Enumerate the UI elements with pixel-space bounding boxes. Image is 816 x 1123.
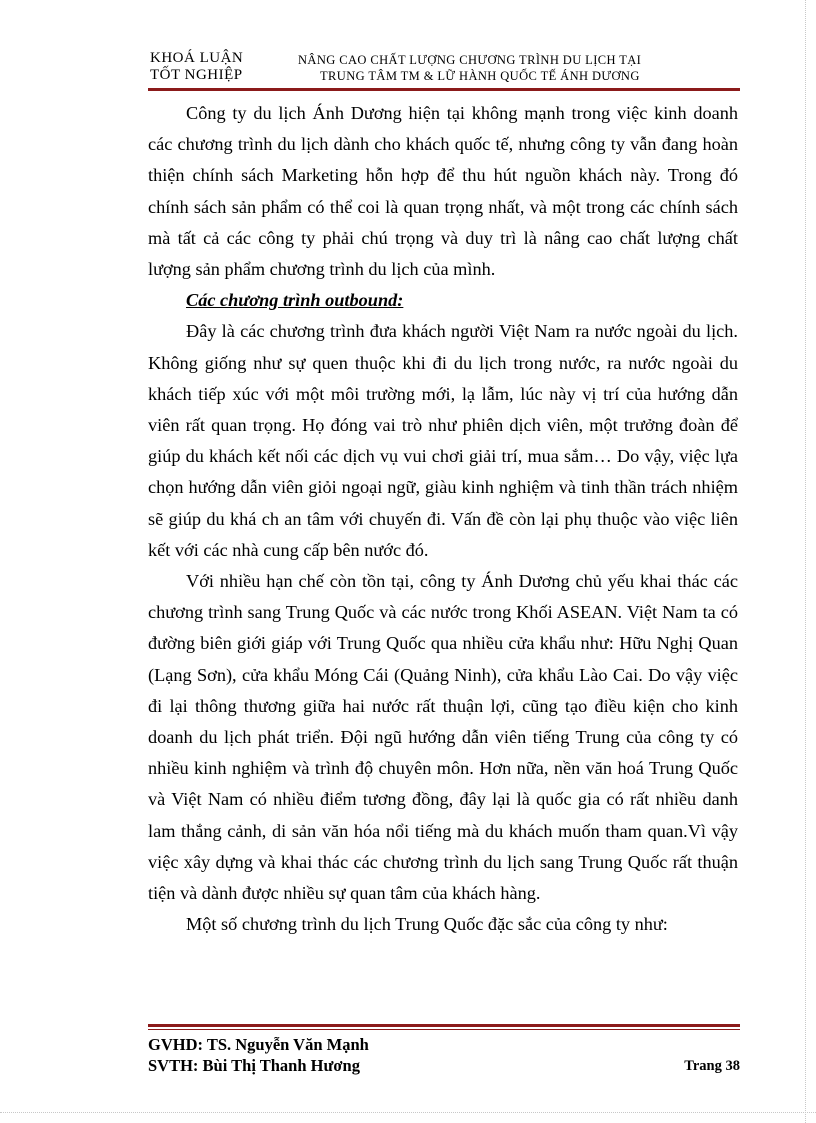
- footer: [148, 1034, 740, 1076]
- page-edge-bottom: [0, 1112, 816, 1114]
- footer-divider-thick: [148, 1024, 740, 1027]
- paragraph-program-list-intro: Một số chương trình du lịch Trung Quốc đặc sắc của công ty như:: [186, 914, 668, 935]
- section-heading-outbound: Các chương trình outbound:: [186, 290, 404, 311]
- footer-advisor: GVHD: TS. Nguyễn Văn Mạnh: [148, 1035, 369, 1054]
- header-title: [290, 52, 690, 84]
- footer-student: SVTH: Bùi Thị Thanh Hương: [148, 1056, 360, 1075]
- document-body: [148, 98, 738, 940]
- footer-divider-thin: [148, 1029, 740, 1030]
- header-label-line2: TỐT NGHIỆP: [150, 67, 243, 83]
- paragraph-china-asean: Với nhiều hạn chế còn tồn tại, công ty Ánh Dương chủ yếu khai thác các chương trình sang Trung Quốc và các nước trong Khối ASEAN. Việt Nam ta có đường biên giới giáp với Trung Quốc qua nhiều cửa khẩu như: Hữu Nghị Quan (Lạng Sơn), cửa khẩu Móng Cái (Quảng Ninh), cửa khẩu Lào Cai. Do vậy việc đi lại thông thương giữa hai nước rất thuận lợi, cũng tạo điều kiện cho kinh doanh du lịch phát triển. Đội ngũ hướng dẫn viên tiếng Trung của công ty có nhiều kinh nghiệm và trình độ chuyên môn. Hơn nữa, nền văn hoá Trung Quốc và Việt Nam có nhiều điểm tương đồng, đây lại là quốc gia có rất nhiều danh lam thắng cảnh, di sản văn hóa nổi tiếng mà du khách muốn tham quan.Vì vậy việc xây dựng và khai thác các chương trình du lịch sang Trung Quốc rất thuận tiện và dành được nhiều sự quan tâm của khách hàng.: [148, 571, 738, 904]
- page-edge-right: [805, 0, 807, 1123]
- header-label: [150, 50, 243, 84]
- header-title-line1: NÂNG CAO CHẤT LƯỢNG CHƯƠNG TRÌNH DU LỊCH TẠI: [298, 53, 642, 67]
- page-number: Trang 38: [684, 1058, 740, 1074]
- header-title-line2: TRUNG TÂM TM & LỮ HÀNH QUỐC TẾ ÁNH DƯƠNG: [320, 69, 640, 83]
- paragraph-outbound: Đây là các chương trình đưa khách người Việt Nam ra nước ngoài du lịch. Không giống như sự quen thuộc khi đi du lịch trong nước, ra nước ngoài du khách tiếp xúc với một môi trường mới, lạ lẫm, lúc này vị trí của hướng dẫn viên rất quan trọng. Họ đóng vai trò như phiên dịch viên, một trưởng đoàn để giúp du khách kết nối các dịch vụ vui chơi giải trí, mua sắm… Do vậy, việc lựa chọn hướng dẫn viên giỏi ngoại ngữ, giàu kinh nghiệm và tinh thần trách nhiệm sẽ giúp du khá ch an tâm với chuyến đi. Vấn đề còn lại phụ thuộc vào việc liên kết với các nhà cung cấp bên nước đó.: [148, 321, 738, 560]
- header-label-line1: KHOÁ LUẬN: [150, 50, 244, 66]
- header-divider: [148, 88, 740, 91]
- paragraph-intro: Công ty du lịch Ánh Dương hiện tại không mạnh trong việc kinh doanh các chương trình du lịch dành cho khách quốc tế, nhưng công ty vẫn đang hoàn thiện chính sách Marketing hỗn hợp để thu hút nguồn khách này. Trong đó chính sách sản phẩm có thể coi là quan trọng nhất, và một trong các chính sách mà tất cả các công ty phải chú trọng và duy trì là nâng cao chất lượng chất lượng sản phẩm chương trình du lịch của mình.: [148, 103, 738, 280]
